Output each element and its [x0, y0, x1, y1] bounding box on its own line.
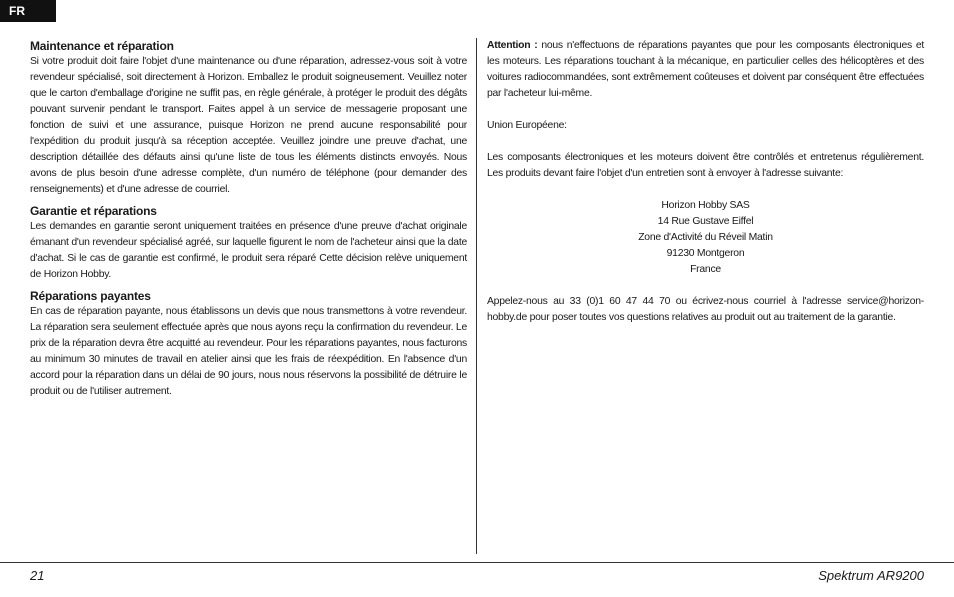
language-tab: FR: [0, 0, 56, 22]
components-block: [487, 150, 924, 182]
section-heading-payantes: Réparations payantes: [30, 289, 151, 303]
page-number: 21: [30, 568, 45, 583]
contact-block: [487, 294, 924, 326]
right-column: [487, 38, 924, 342]
section-body-maintenance: Si votre produit doit faire l'objet d'une maintenance ou d'une réparation, adressez-vous soit à votre revendeur spécialisé, soit directement à Horizon. Emballez le produit soigneusement. Veuillez noter que le carton d'emballage d'origine ne suffit pas, en règle générale, à protéger le produit des dégâts pouvant survenir pendant le transport. Faites appel à un service de messagerie proposant une fonction de suivi et une assurance, puisque Horizon ne prend aucune responsabilité pour l'expédition du produit jusqu'à sa réception acceptée. Veuillez joindre une preuve d'achat, une description détaillée des défauts ainsi qu'une liste de tous les éléments distincts envoyés. Nous avons de plus besoin d'une adresse complète, d'un numéro de téléphone (pour demander des renseignements) et d'une adresse de courriel.: [30, 56, 467, 195]
attention-block: [487, 38, 924, 102]
product-name: Spektrum AR9200: [818, 568, 924, 583]
section-body-payantes: En cas de réparation payante, nous établissons un devis que nous transmettons à votre revendeur. La réparation sera seulement effectuée après que nous ayons reçu la confirmation du revendeur. Le prix de la réparation devra être acquitté au revendeur. Pour les réparations payantes, nous facturons au minimum 30 minutes de travail en atelier ainsi que les frais de réexpédition. En l'absence d'un accord pour la réparation dans un délai de 90 jours, nous nous réservons la possibilité de détruire le produit ou de l'utiliser autrement.: [30, 306, 467, 397]
footer-rule: [0, 562, 954, 563]
section-heading-maintenance: Maintenance et réparation: [30, 39, 174, 53]
address-block: [487, 198, 924, 278]
column-divider: [476, 38, 477, 554]
region-block: [487, 118, 924, 134]
section-payantes: [30, 288, 467, 400]
section-garantie: [30, 203, 467, 283]
address-line-3: Zone d'Activité du Réveil Matin: [638, 232, 773, 243]
components-text: Les composants électroniques et les moteurs doivent être contrôlés et entretenus régulièrement. Les produits devant faire l'objet d'un entretien sont à envoyer à l'adresse suivante:: [487, 152, 924, 179]
address-line-1: Horizon Hobby SAS: [661, 200, 750, 211]
attention-label: Attention :: [487, 40, 538, 51]
left-column: [30, 38, 467, 405]
section-body-garantie: Les demandes en garantie seront uniquement traitées en présence d'une preuve d'achat originale émanant d'un revendeur spécialisé agréé, sur laquelle figurent le nom de l'acheteur ainsi que la date d'achat. Si le cas de garantie est confirmé, le produit sera réparé Cette décision relève uniquement de Horizon Hobby.: [30, 221, 467, 280]
attention-body: nous n'effectuons de réparations payantes que pour les composants électroniques et les moteurs. Les réparations touchant à la mécanique, en particulier celles des hélicoptères et des voitures radiocommandées, sont extrêmement coûteuses et doivent par conséquent être effectuées par l'acheteur lui-même.: [487, 40, 924, 99]
contact-text: Appelez-nous au 33 (0)1 60 47 44 70 ou écrivez-nous courriel à l'adresse service@horizon-hobby.de pour poser toutes vos questions relatives au produit out au traitement de la garantie.: [487, 296, 924, 323]
address-line-2: 14 Rue Gustave Eiffel: [657, 216, 754, 227]
section-heading-garantie: Garantie et réparations: [30, 204, 157, 218]
address-line-4: 91230 Montgeron: [666, 248, 745, 259]
section-maintenance: [30, 38, 467, 198]
address-line-5: France: [690, 264, 721, 275]
region-label: Union Européene:: [487, 120, 567, 131]
